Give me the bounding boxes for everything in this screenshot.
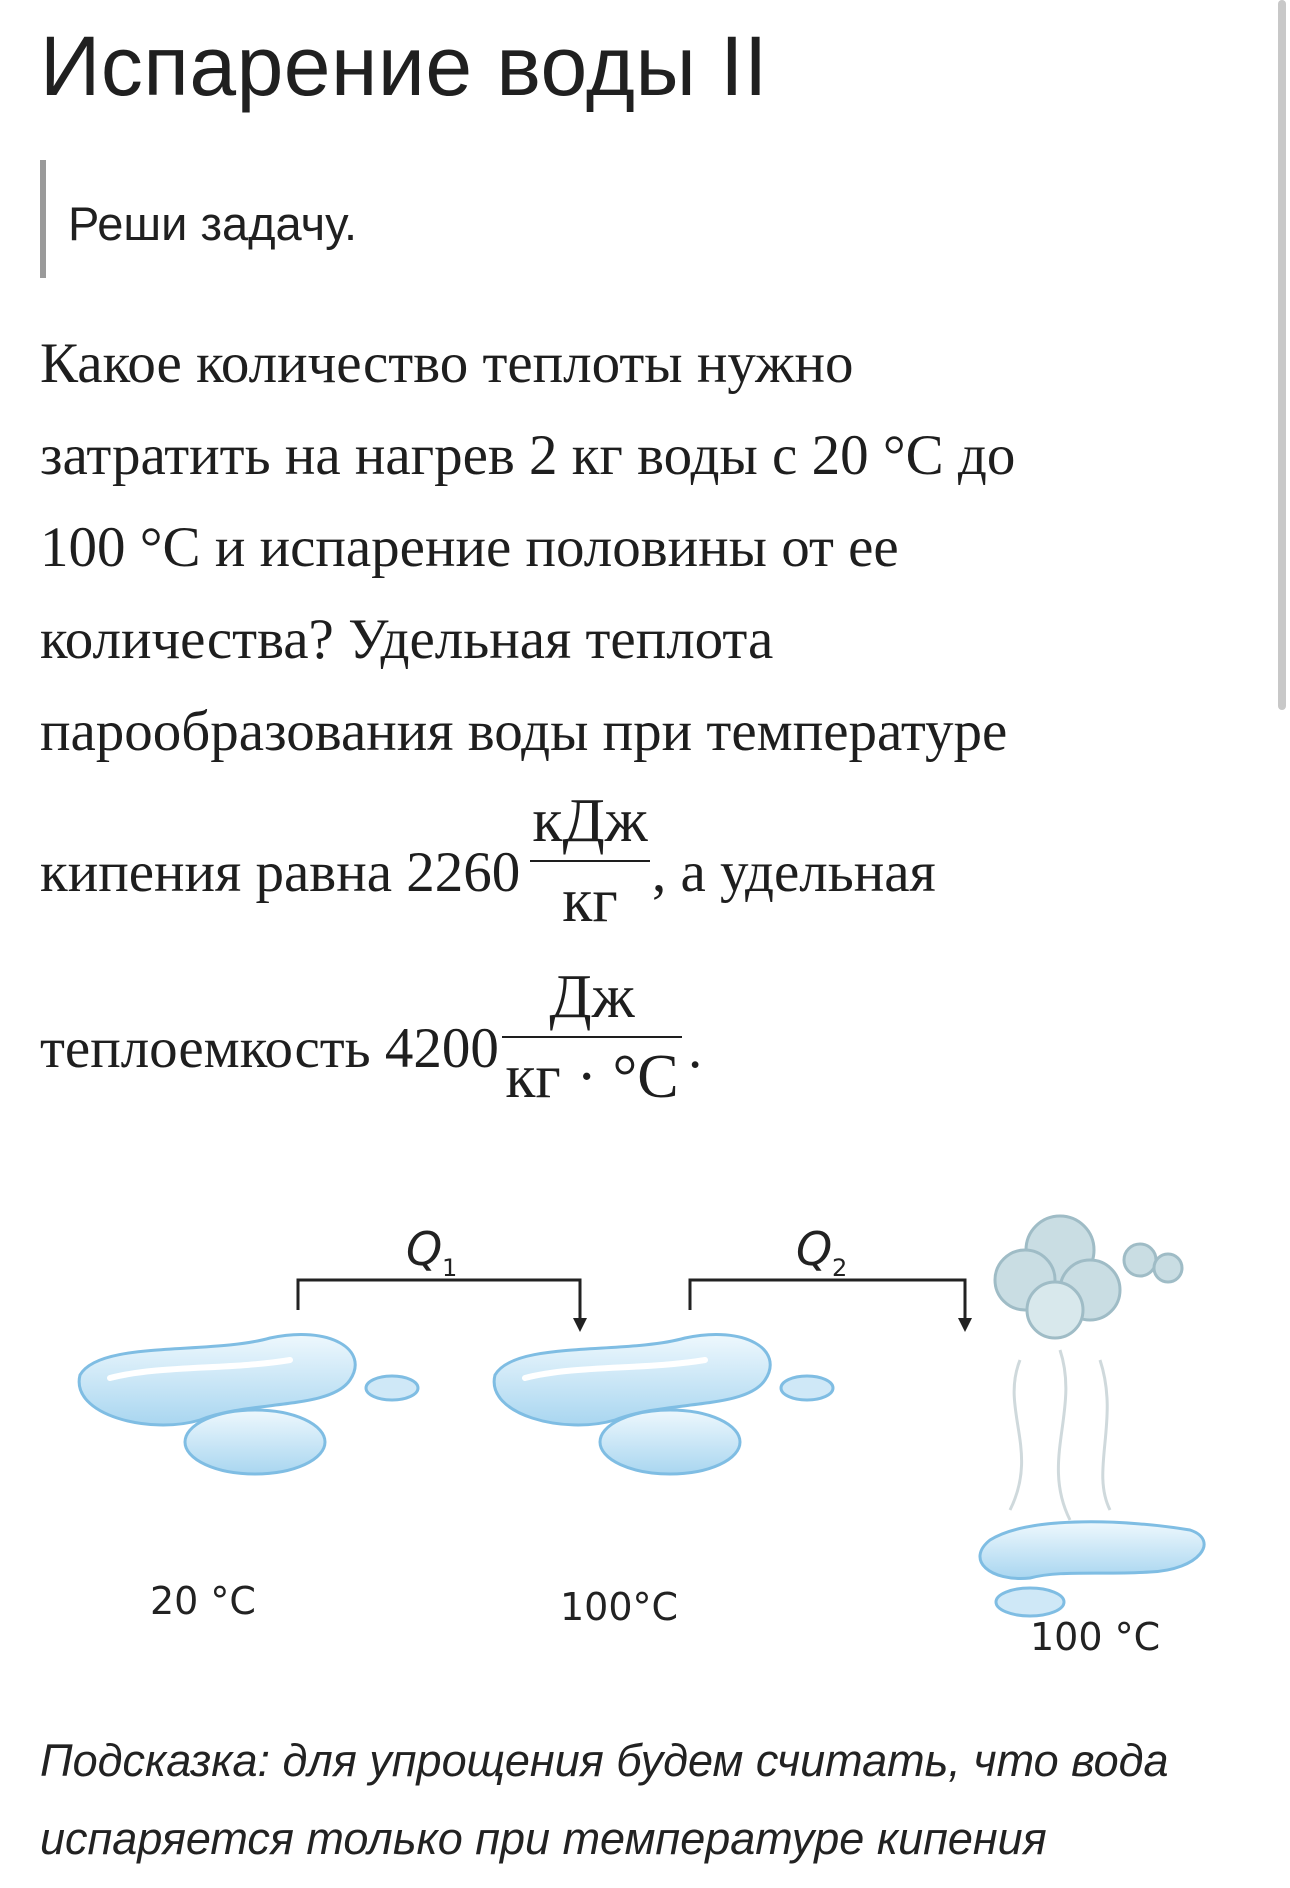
heat-capacity-value: теплоемкость 4200 (40, 1017, 499, 1080)
vaporization-trailing-text: , а удельная (652, 841, 936, 904)
q1-label: Q (406, 1222, 443, 1276)
temperature-label-vapor: 100 °С (1030, 1615, 1161, 1659)
problem-line: парообразования воды при температуре (40, 700, 1008, 763)
q2-bracket (690, 1280, 972, 1332)
fraction-numerator: Дж (549, 963, 635, 1031)
problem-line: затратить на нагрев 2 кг воды с 20 °С до (40, 424, 1016, 487)
water-puddle-icon (79, 1334, 418, 1474)
evaporating-puddle-icon (980, 1522, 1204, 1616)
fraction-denominator: кг (562, 867, 618, 935)
temperature-label-initial: 20 °С (150, 1579, 256, 1623)
water-evaporation-illustration (40, 1210, 1240, 1680)
callout-text: Реши задачу. (68, 197, 357, 250)
vaporization-value: кипения равна 2260 (40, 841, 521, 904)
fraction-bar (530, 860, 650, 862)
q2-label: Q (796, 1222, 833, 1276)
task-callout (40, 160, 357, 278)
vaporization-unit-fraction (530, 786, 650, 936)
hint-text: Подсказка: для упрощения будем считать, что вода испаряется только при температуре кипения (40, 1735, 1169, 1864)
heat-capacity-trailing-text: . (688, 1017, 703, 1080)
fraction-denominator: кг · °С (505, 1043, 679, 1111)
problem-line: количества? Удельная теплота (40, 608, 774, 671)
steam-cloud-icon (995, 1216, 1182, 1520)
problem-line: 100 °С и испарение половины от ее (40, 516, 899, 579)
problem-line-heat-capacity (40, 954, 1240, 1144)
problem-line: Какое количество теплоты нужно (40, 332, 854, 395)
fraction-bar (502, 1036, 682, 1038)
q2-subscript: 2 (832, 1254, 848, 1282)
fraction-numerator: кДж (532, 787, 648, 855)
q1-subscript: 1 (442, 1254, 458, 1282)
water-puddle-icon (494, 1334, 833, 1474)
heat-capacity-unit-fraction (502, 962, 682, 1112)
temperature-label-boiling: 100°С (560, 1585, 679, 1629)
problem-line-vaporization (40, 778, 1240, 968)
problem-text (40, 318, 1240, 1144)
scrollbar[interactable] (1278, 0, 1286, 710)
q1-bracket (298, 1280, 587, 1332)
page-title: Испарение воды II (40, 19, 768, 113)
